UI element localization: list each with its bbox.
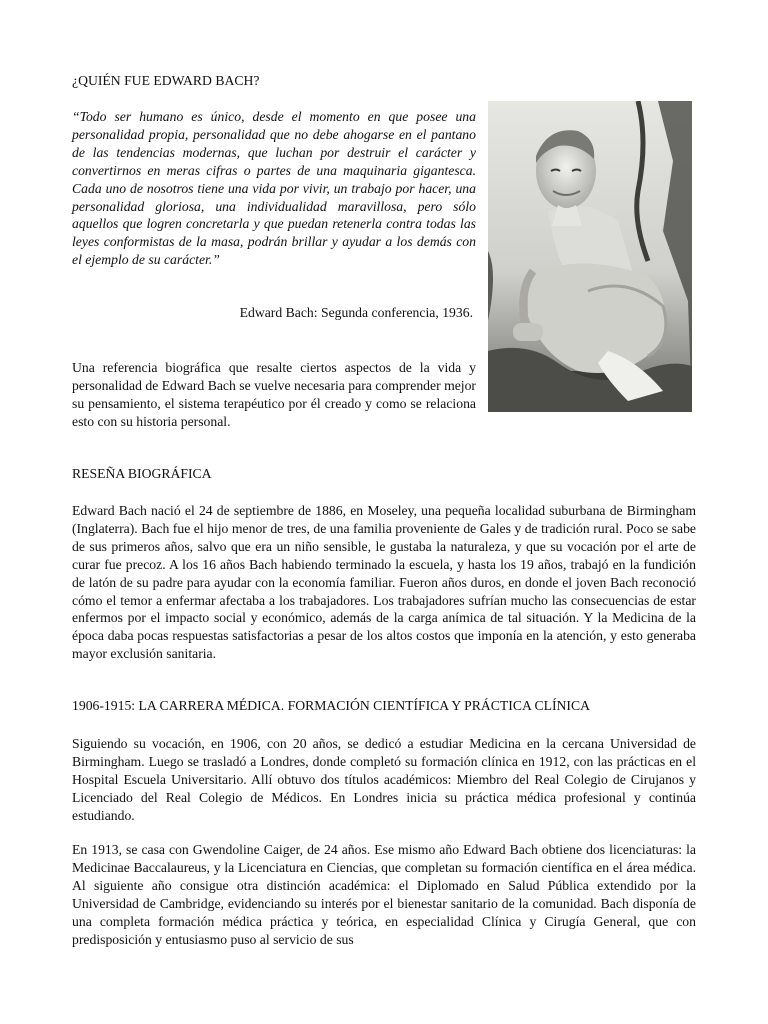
- section-heading-career: 1906-1915: LA CARRERA MÉDICA. FORMACIÓN CIENTÍFICA Y PRÁCTICA CLÍNICA: [72, 698, 591, 713]
- biography-paragraph: Edward Bach nació el 24 de septiembre de 1886, en Moseley, una pequeña localidad suburbana de Birmingham (Inglaterra). Bach fue el hijo menor de tres, de una familia proveniente de Gales y de tradición rural. Poco se sabe de sus primeros años, salvo que era un niño sensible, le gustaba la naturaleza, y que su vocación por el arte de curar fue precoz. A los 16 años Bach habiendo terminado la escuela, y hasta los 19 años, trabajó en la fundición de latón de su padre para ayudar con la economía familiar. Fueron años duros, en donde el joven Bach reconoció cómo el temor a enfermar afectaba a los trabajadores. Los trabajadores sufrían mucho las consecuencias de estar enfermos por el impacto social y económico, además de la carga anímica de tal situación. Y la Medicina de la época daba pocas respuestas satisfactorias a pesar de los altos costos que imponía en la atención, y esto generaba mayor exclusión sanitaria.: [72, 503, 696, 662]
- edward-bach-photo: [488, 101, 692, 412]
- epigraph-quote: “Todo ser humano es único, desde el momento en que posee una personalidad propia, personalidad que no debe ahogarse en el pantano de las tendencias modernas, que luchan por destruir el carácter y convertirnos en meras cifras o partes de una maquinaria gigantesca. Cada uno de nosotros tiene una vida por vivir, un trabajo por hacer, una personalidad gloriosa, una individualidad maravillosa, pero sólo aquellos que logren concretarla y que puedan retenerla contra todas las leyes conformistas de la masa, podrán brillar y ayudar a los demás con el ejemplo de su carácter.”: [72, 109, 476, 268]
- career-paragraph-1: Siguiendo su vocación, en 1906, con 20 años, se dedicó a estudiar Medicina en la cercana Universidad de Birmingham. Luego se trasladó a Londres, donde completó su formación clínica en 1912, con las prácticas en el Hospital Escuela Universitario. Allí obtuvo dos títulos académicos: Miembro del Real Colegio de Cirujanos y Licenciado del Real Colegio de Médicos. En Londres inicia su práctica médica profesional y continúa estudiando.: [72, 736, 696, 823]
- career-paragraph-2: En 1913, se casa con Gwendoline Caiger, de 24 años. Ese mismo año Edward Bach obtiene dos licenciaturas: la Medicinae Baccalaureus, y la Licenciatura en Ciencias, que completan su formación científica en el área médica. Al siguiente año consigue otra distinción académica: el Diplomado en Salud Pública extendido por la Universidad de Cambridge, evidenciando su interés por el bienestar sanitario de la comunidad. Bach disponía de una completa formación médica práctica y teórica, en especialidad Clínica y Cirugía General, que con predisposición y entusiasmo puso al servicio de sus: [72, 842, 696, 947]
- intro-paragraph: Una referencia biográfica que resalte ciertos aspectos de la vida y personalidad de Edward Bach se vuelve necesaria para comprender mejor su pensamiento, el sistema terapéutico por él creado y como se relaciona esto con su historia personal.: [72, 360, 476, 429]
- page-title: ¿QUIÉN FUE EDWARD BACH?: [72, 73, 260, 88]
- quote-attribution: Edward Bach: Segunda conferencia, 1936.: [239, 305, 473, 320]
- section-heading-biography: RESEÑA BIOGRÁFICA: [72, 466, 212, 481]
